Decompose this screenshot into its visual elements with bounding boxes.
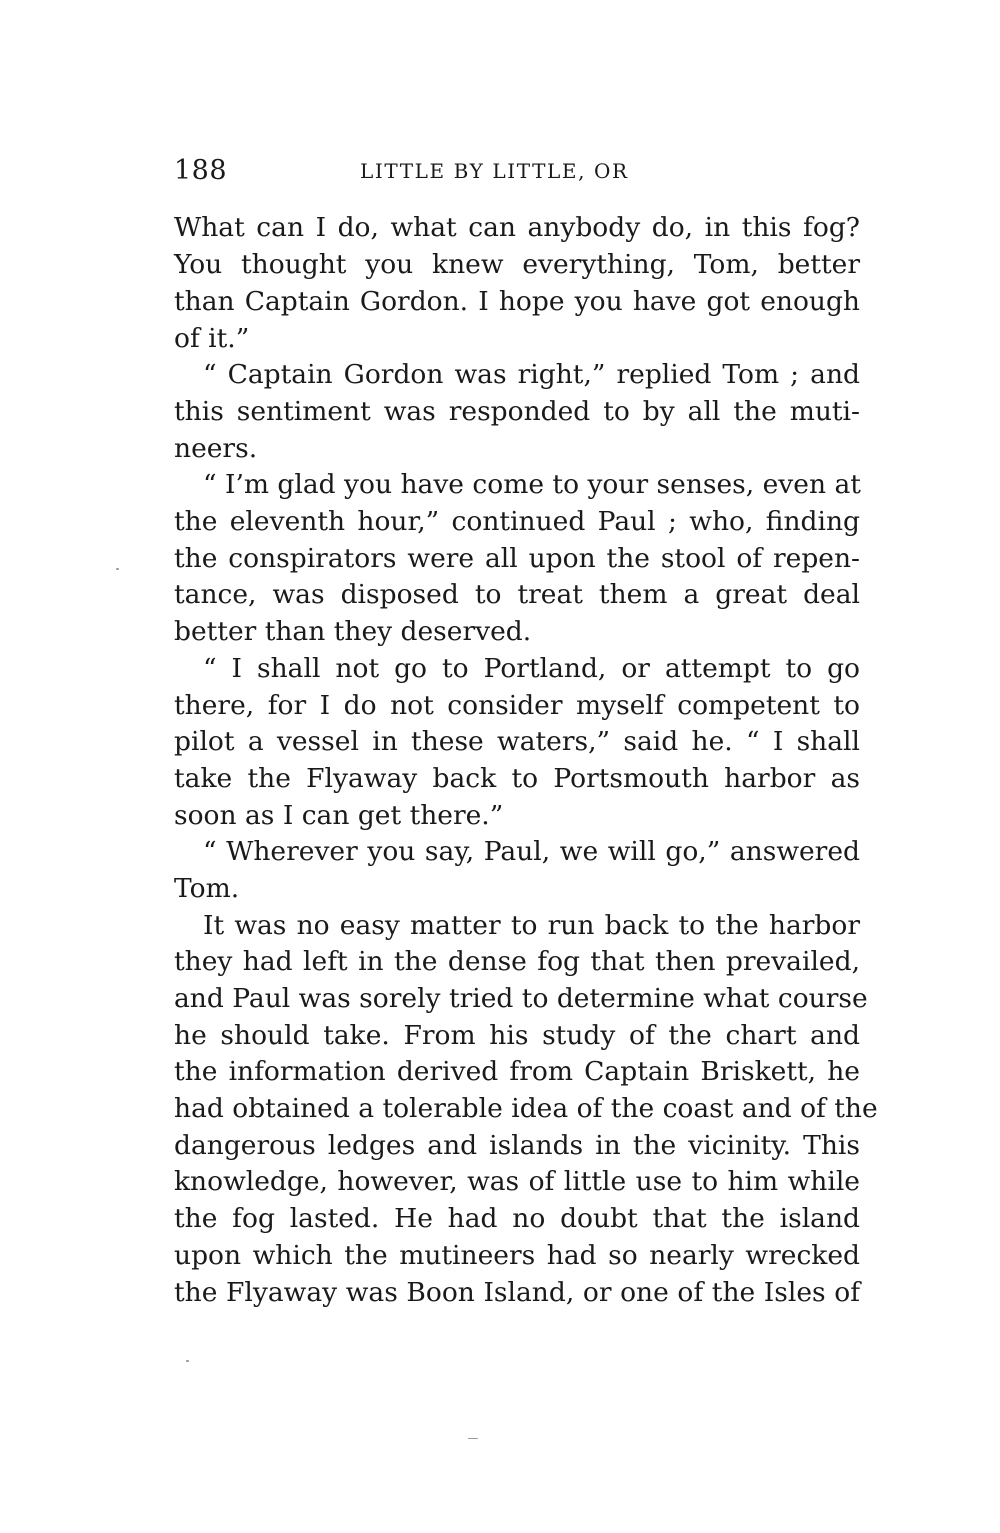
text-line: soon as I can get there.” bbox=[174, 800, 504, 831]
text-line: knowledge, however, was of little use to him while bbox=[174, 1166, 860, 1197]
text-line: this sentiment was responded to by all the muti- bbox=[174, 396, 860, 427]
text-line: of it.” bbox=[174, 323, 250, 354]
scan-speck bbox=[468, 1438, 478, 1439]
scan-speck bbox=[186, 1360, 189, 1362]
text-line: and Paul was sorely tried to determine what course bbox=[174, 983, 868, 1014]
text-line: take the Flyaway back to Portsmouth harbor as bbox=[174, 763, 860, 794]
text-line: there, for I do not consider myself competent to bbox=[174, 690, 860, 721]
text-line: the fog lasted. He had no doubt that the island bbox=[174, 1203, 860, 1234]
text-line: upon which the mutineers had so nearly wrecked bbox=[174, 1240, 860, 1271]
text-line: the eleventh hour,” continued Paul ; who, finding bbox=[174, 506, 860, 537]
text-line: they had left in the dense fog that then prevailed, bbox=[174, 946, 860, 977]
text-line: than Captain Gordon. I hope you have got enough bbox=[174, 286, 860, 317]
text-line: the Flyaway was Boon Island, or one of the Isles of bbox=[174, 1277, 860, 1308]
text-line: “ Wherever you say, Paul, we will go,” answered bbox=[203, 836, 860, 867]
text-line: the information derived from Captain Briskett, he bbox=[174, 1056, 860, 1087]
text-line: tance, was disposed to treat them a great deal bbox=[174, 579, 860, 610]
text-line: the conspirators were all upon the stool of repen- bbox=[174, 543, 860, 574]
text-line: You thought you knew everything, Tom, better bbox=[174, 249, 860, 280]
text-line: better than they deserved. bbox=[174, 616, 532, 647]
text-line: “ Captain Gordon was right,” replied Tom ; and bbox=[203, 359, 860, 390]
text-line: pilot a vessel in these waters,” said he. “ I shall bbox=[174, 726, 860, 757]
text-line: “ I shall not go to Portland, or attempt to go bbox=[203, 653, 860, 684]
scan-speck bbox=[116, 568, 119, 570]
page-number: 188 bbox=[174, 155, 228, 186]
running-head: LITTLE BY LITTLE, OR bbox=[360, 159, 629, 183]
page-header bbox=[174, 155, 860, 195]
text-line: “ I’m glad you have come to your senses, even at bbox=[203, 469, 861, 500]
text-line: he should take. From his study of the chart and bbox=[174, 1020, 860, 1051]
text-line: It was no easy matter to run back to the harbor bbox=[203, 910, 860, 941]
text-line: had obtained a tolerable idea of the coast and of the bbox=[174, 1093, 878, 1124]
text-line: dangerous ledges and islands in the vicinity. This bbox=[174, 1130, 860, 1161]
text-line: Tom. bbox=[174, 873, 240, 904]
text-line: What can I do, what can anybody do, in this fog? bbox=[174, 212, 860, 243]
text-line: neers. bbox=[174, 433, 258, 464]
